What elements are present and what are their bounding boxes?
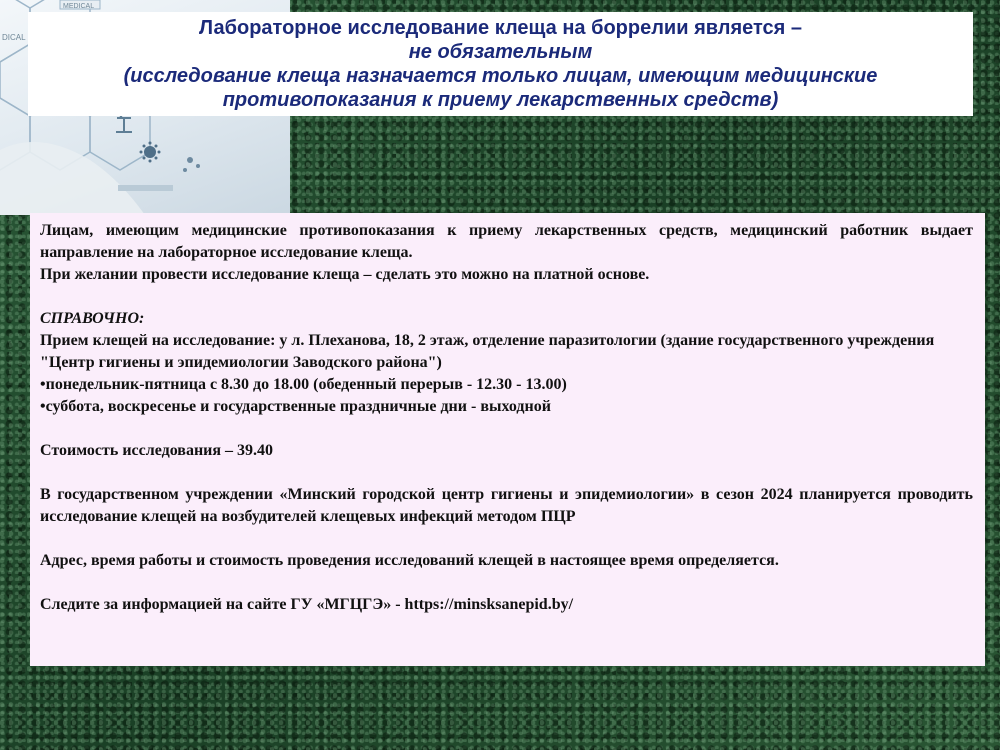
title-box (28, 12, 973, 116)
bacteria-icon (183, 157, 200, 172)
title-line-4: противопоказания к приему лекарственных средств) (222, 89, 779, 111)
reference-weekend: •суббота, воскресенье и государственные праздничные дни - выходной (40, 398, 551, 415)
title-line-1: Лабораторное исследование клеща на боррелии является – (198, 17, 803, 39)
paragraph-pcr: В государственном учреждении «Минский городской центр гигиены и эпидемиологии» в сезон 2024 планируется проводить исследование клещей на возбудителей клещевых инфекций методом ПЦР (40, 486, 973, 525)
content-box (30, 213, 985, 666)
reference-weekday-hours: •понедельник-пятница с 8.30 до 18.00 (обеденный перерыв - 12.30 - 13.00) (40, 376, 567, 393)
reference-reception: Прием клещей на исследование: у л. Плеханова, 18, 2 этаж, отделение паразитологии (здание государственного учреждения "Центр гигиены и эпидемиологии Заводского района") (40, 332, 935, 371)
dical-label: DICAL (2, 33, 26, 42)
title-line-3: (исследование клеща назначается только лицам, имеющим медицинские (123, 65, 878, 87)
medical-tag-label: MEDICAL (63, 3, 95, 10)
paragraph-address: Адрес, время работы и стоимость проведения исследований клещей в настоящее время определяется. (40, 552, 779, 569)
paragraph-paid-option: При желании провести исследование клеща – сделать это можно на платной основе. (40, 266, 650, 283)
hand-shape (0, 142, 145, 215)
pen-shape (118, 185, 173, 191)
reference-heading: СПРАВОЧНО: (40, 310, 145, 327)
paragraph-contraindications: Лицам, имеющим медицинские противопоказания к приему лекарственных средств, медицинский работник выдает направление на лабораторное исследование клеща. (40, 222, 973, 261)
title-line-2: не обязательным (408, 41, 593, 63)
paragraph-follow-website: Следите за информацией на сайте ГУ «МГЦГЭ» - https://minsksanepid.by/ (40, 596, 574, 613)
cost-line: Стоимость исследования – 39.40 (40, 442, 274, 459)
